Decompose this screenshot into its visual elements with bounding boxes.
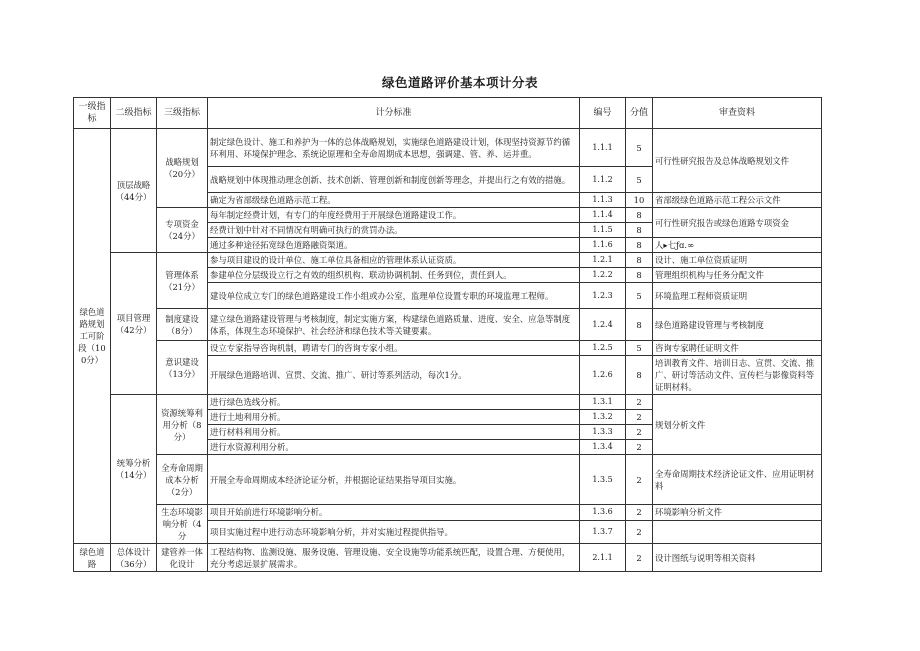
score-cell: 2: [626, 455, 653, 505]
criteria-cell: 进行土地利用分析。: [208, 410, 580, 425]
criteria-cell: 经费计划中针对不同情况有明确可执行的赏罚办法。: [208, 223, 580, 238]
criteria-cell: 进行水资源利用分析。: [208, 440, 580, 455]
documents-cell: 设计图纸与说明等相关资料: [653, 544, 822, 572]
level3-cell: 专项资金（24分）: [157, 208, 208, 253]
documents-cell: 管理组织机构与任务分配文件: [653, 268, 822, 283]
documents-cell: [653, 520, 822, 543]
table-header-row: [74, 98, 822, 129]
table-row: [74, 505, 822, 521]
criteria-cell: 制定绿色设计、施工和养护为一体的总体战略规划，实施绿色道路建设计划，体现坚持资源节约循环利用、环境保护理念、系统论原理和全寿命周期成本思想，强调建、管、养、运并重。: [208, 129, 580, 167]
criteria-cell: 参建单位分层级设立行之有效的组织机构、联动协调机制、任务到位，责任到人。: [208, 268, 580, 283]
documents-cell: 全寿命周期技术经济论证文件、应用证明材料: [653, 455, 822, 505]
level3-cell: 意识建设（13分）: [157, 341, 208, 395]
score-cell: 5: [626, 341, 653, 356]
table-row: [74, 253, 822, 268]
score-cell: 2: [626, 425, 653, 440]
score-cell: 8: [626, 223, 653, 238]
scoring-table: [73, 97, 822, 572]
score-cell: 2: [626, 410, 653, 425]
number-cell: 1.2.3: [580, 283, 626, 309]
level3-cell: 制度建设（8分）: [157, 309, 208, 341]
header-level1: 一级指标: [74, 98, 111, 129]
level1-cell: 绿色道路规划工可阶段（100分）: [74, 129, 111, 544]
criteria-cell: 进行绿色选线分析。: [208, 395, 580, 410]
score-cell: 5: [626, 283, 653, 309]
number-cell: 1.3.3: [580, 425, 626, 440]
number-cell: 1.3.1: [580, 395, 626, 410]
level3-cell: 建管养一体化设计: [157, 544, 208, 572]
criteria-cell: 设立专家指导咨询机制，聘请专门的咨询专家小组。: [208, 341, 580, 356]
level3-cell: 战略规划（20分）: [157, 129, 208, 208]
documents-cell: 环境监理工程师资质证明: [653, 283, 822, 309]
header-score: 分值: [626, 98, 653, 129]
score-cell: 5: [626, 129, 653, 167]
number-cell: 1.3.7: [580, 520, 626, 543]
header-documents: 审查资料: [653, 98, 822, 129]
level2-cell: 总体设计（36分）: [111, 544, 157, 572]
documents-cell: 培训教育文件、培训日志、宣贯、交流、推广、研讨等活动文件、宣传栏与影像资料等证明材料。: [653, 356, 822, 395]
criteria-cell: 项目实施过程中进行动态环境影响分析，并对实施过程提供指导。: [208, 520, 580, 543]
score-cell: 8: [626, 208, 653, 223]
criteria-cell: 开展绿色道路培训、宣贯、交流、推广、研讨等系列活动，每次1分。: [208, 356, 580, 395]
score-cell: 8: [626, 309, 653, 341]
number-cell: 1.2.1: [580, 253, 626, 268]
number-cell: 1.2.2: [580, 268, 626, 283]
criteria-cell: 战略规划中体现推动理念创新、技术创新、管理创新和制度创新等理念，并提出行之有效的措施。: [208, 167, 580, 193]
level3-cell: 资源统筹利用分析（8分）: [157, 395, 208, 455]
score-cell: 8: [626, 268, 653, 283]
number-cell: 1.2.6: [580, 356, 626, 395]
level3-cell: 全寿命周期成本分析（2分）: [157, 455, 208, 505]
header-level3: 三级指标: [157, 98, 208, 129]
documents-cell: 环境影响分析文件: [653, 505, 822, 521]
number-cell: 1.3.6: [580, 505, 626, 521]
header-criteria: 计分标准: [208, 98, 580, 129]
header-number: 编号: [580, 98, 626, 129]
criteria-cell: 每年制定经费计划，有专门的年度经费用于开展绿色道路建设工作。: [208, 208, 580, 223]
score-cell: 8: [626, 253, 653, 268]
number-cell: 1.2.4: [580, 309, 626, 341]
score-cell: 10: [626, 193, 653, 208]
documents-cell: 可行性研究报告及总体战略规划文件: [653, 129, 822, 193]
score-cell: 2: [626, 505, 653, 521]
documents-cell: 咨询专家聘任证明文件: [653, 341, 822, 356]
level2-cell: 顶层战略（44分）: [111, 129, 157, 253]
number-cell: 1.1.3: [580, 193, 626, 208]
number-cell: 1.1.4: [580, 208, 626, 223]
level2-cell: 统筹分析（14分）: [111, 395, 157, 544]
table-row: [74, 309, 822, 341]
page-title: 绿色道路评价基本项计分表: [381, 75, 538, 90]
level3-cell: 管理体系（21分）: [157, 253, 208, 309]
criteria-cell: 建立绿色道路建设管理与考核制度，制定实施方案，构建绿色道路质量、进度、安全、应急等制度体系，体现生态环境保护、社会经济和绿色技术等关键要素。: [208, 309, 580, 341]
number-cell: 1.3.2: [580, 410, 626, 425]
documents-cell: 省部级绿色道路示范工程公示文件: [653, 193, 822, 208]
score-cell: 2: [626, 520, 653, 543]
score-cell: 5: [626, 167, 653, 193]
level3-cell: 生态环境影响分析（4分: [157, 505, 208, 544]
level1-cell: 绿色道路: [74, 544, 111, 572]
criteria-cell: 开展全寿命周期成本经济论证分析，并根据论证结果指导项目实施。: [208, 455, 580, 505]
number-cell: 1.1.2: [580, 167, 626, 193]
number-cell: 1.3.5: [580, 455, 626, 505]
score-cell: 2: [626, 544, 653, 572]
number-cell: 1.2.5: [580, 341, 626, 356]
table-row: [74, 208, 822, 223]
table-row: [74, 544, 822, 572]
score-cell: 2: [626, 440, 653, 455]
score-cell: 8: [626, 238, 653, 253]
table-row: [74, 129, 822, 167]
documents-cell: 绿色道路建设管理与考核制度: [653, 309, 822, 341]
documents-cell: 可行性研究报告或绿色道路专项资金: [653, 208, 822, 238]
score-cell: 2: [626, 395, 653, 410]
criteria-cell: 项目开始前进行环境影响分析。: [208, 505, 580, 521]
documents-cell: 设计、施工单位资质证明: [653, 253, 822, 268]
header-level2: 二级指标: [111, 98, 157, 129]
criteria-cell: 进行材料利用分析。: [208, 425, 580, 440]
criteria-cell: 工程结构物、监测设施、服务设施、管理设施、安全设施等功能系统匹配，设置合理、方便使用，充分考虑远景扩展需求。: [208, 544, 580, 572]
criteria-cell: 建设单位成立专门的绿色道路建设工作小组或办公室，监理单位设置专职的环境监理工程师。: [208, 283, 580, 309]
table-row: [74, 395, 822, 410]
level2-cell: 项目管理（42分）: [111, 253, 157, 395]
score-cell: 8: [626, 356, 653, 395]
table-row: [74, 455, 822, 505]
documents-cell: 人▸七ƒɑ.∞: [653, 238, 822, 253]
criteria-cell: 参与项目建设的设计单位、施工单位具备相应的管理体系认证资质。: [208, 253, 580, 268]
number-cell: 1.1.5: [580, 223, 626, 238]
number-cell: 1.1.1: [580, 129, 626, 167]
criteria-cell: 确定为省部级绿色道路示范工程。: [208, 193, 580, 208]
documents-cell: 规划分析文件: [653, 395, 822, 455]
number-cell: 1.1.6: [580, 238, 626, 253]
criteria-cell: 通过多种途径拓宽绿色道路融资渠道。: [208, 238, 580, 253]
number-cell: 1.3.4: [580, 440, 626, 455]
number-cell: 2.1.1: [580, 544, 626, 572]
table-row: [74, 341, 822, 356]
